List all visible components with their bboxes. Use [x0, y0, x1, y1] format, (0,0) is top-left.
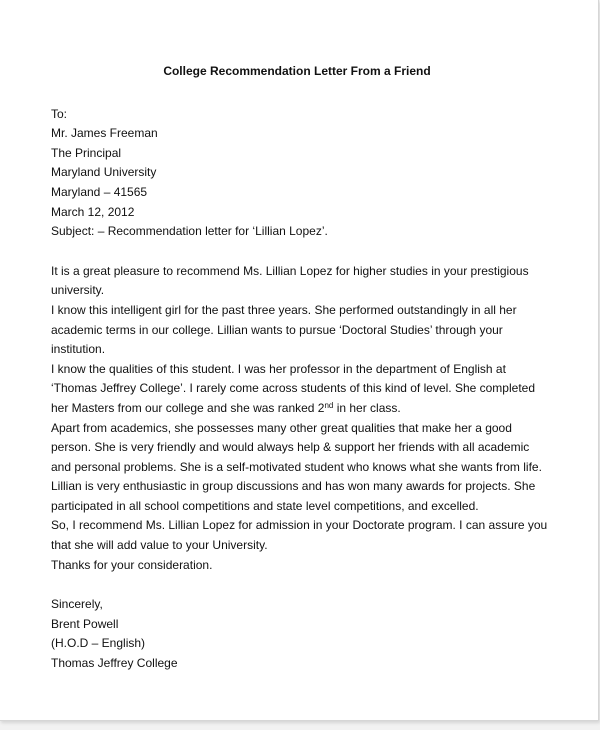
address-block: [51, 105, 551, 242]
body-paragraph-3-text: I know the qualities of this student. I was her professor in the department of English at ‘Thomas Jeffrey College’. I rarely come across students of this kind of level. She completed her Masters from our college and she was ranked 2: [51, 361, 536, 415]
closing-salutation: Sincerely,: [51, 597, 103, 612]
recipient-name: Mr. James Freeman: [51, 126, 158, 141]
body-paragraph-4: Apart from academics, she possesses many other great qualities that make her a good person. She is very friendly and would always help & support her friends with all academic and personal problems. She is a self-motivated student who knows what she wants from life.: [51, 420, 542, 474]
letter-content: [51, 62, 551, 674]
signer-title: (H.O.D – English): [51, 636, 146, 651]
signer-institution: Thomas Jeffrey College: [51, 656, 178, 671]
letter-body: [51, 262, 551, 576]
recipient-institution: Maryland University: [51, 165, 157, 180]
letter-date: March 12, 2012: [51, 204, 135, 219]
body-paragraph-7: Thanks for your consideration.: [51, 557, 213, 572]
body-paragraph-3-tail: in her class.: [333, 400, 401, 415]
recipient-title: The Principal: [51, 145, 122, 160]
body-paragraph-5: Lillian is very enthusiastic in group discussions and has won many awards for projects. She participated in all school competitions and state level competitions, and excelled.: [51, 479, 536, 513]
body-paragraph-6: So, I recommend Ms. Lillian Lopez for admission in your Doctorate program. I can assure you that she will add value to your University.: [51, 518, 548, 553]
closing-block: [51, 595, 551, 673]
address-to: To:: [51, 106, 68, 121]
body-paragraph-1: It is a great pleasure to recommend Ms. Lillian Lopez for higher studies in your prestigious university.: [51, 263, 529, 298]
body-paragraph-3: [51, 360, 551, 419]
ordinal-suffix: nd: [324, 400, 334, 410]
document-title: College Recommendation Letter From a Friend: [163, 64, 431, 78]
signer-name: Brent Powell: [51, 616, 119, 631]
recipient-location: Maryland – 41565: [51, 184, 148, 199]
letter-subject: Subject: – Recommendation letter for ‘Lillian Lopez’.: [51, 224, 328, 239]
body-paragraph-2: I know this intelligent girl for the past three years. She performed outstandingly in all her academic terms in our college. Lillian wants to pursue ‘Doctoral Studies’ through your institution.: [51, 302, 517, 357]
